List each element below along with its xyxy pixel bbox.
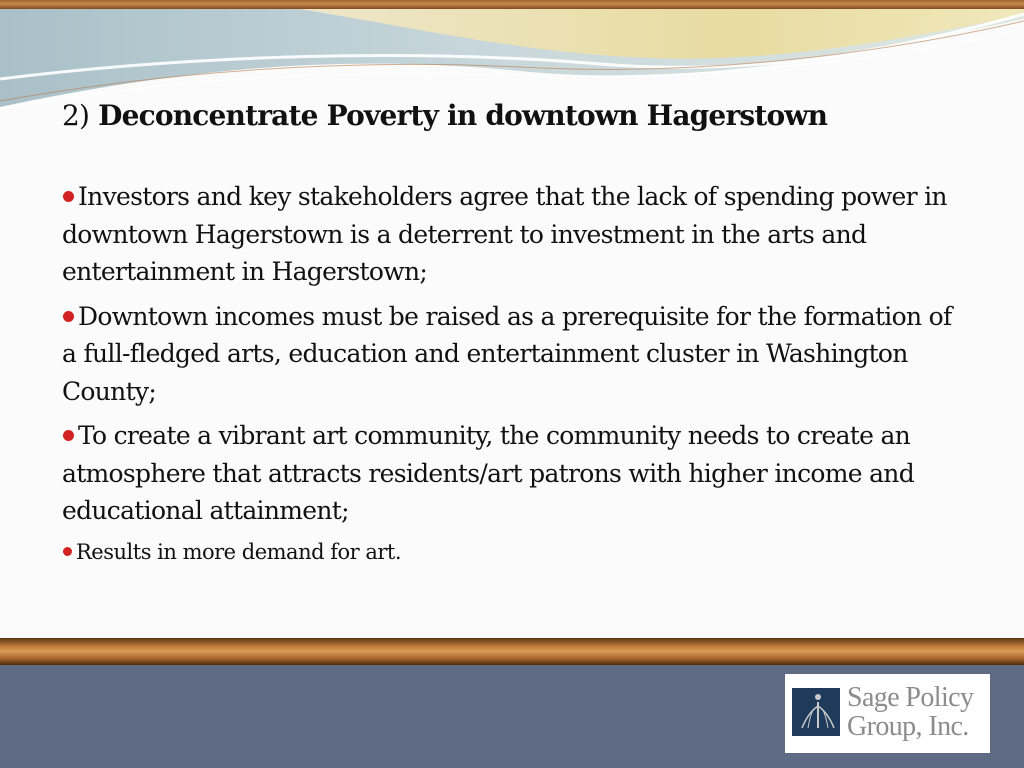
bullet-text: Investors and key stakeholders agree that the lack of spending power in downtown Hagerstown is a deterrent to investment in the arts and entertainment in Hagerstown; (62, 182, 947, 286)
logo-line-2: Group, Inc. (847, 711, 969, 742)
bullet-item (62, 417, 972, 530)
logo-mark-icon (792, 688, 840, 736)
bullet-list (62, 178, 972, 574)
bullet-dot-icon (63, 547, 72, 556)
title-number: 2) (62, 99, 90, 132)
bullet-text: Results in more demand for art. (76, 539, 402, 564)
bullet-item (62, 537, 972, 567)
sage-policy-logo (785, 674, 990, 753)
top-border (0, 0, 1024, 9)
logo-line-1: Sage Policy (847, 682, 974, 713)
bullet-text: Downtown incomes must be raised as a prerequisite for the formation of a full-fledged arts, education and entertainment cluster in Washington County; (62, 301, 952, 406)
bullet-dot-icon (63, 430, 74, 441)
bullet-item (62, 298, 972, 411)
bullet-item (62, 178, 972, 291)
bullet-dot-icon (63, 311, 74, 322)
bullet-dot-icon (63, 191, 74, 202)
bullet-text: To create a vibrant art community, the community needs to create an atmosphere that attracts residents/art patrons with higher income and educational attainment; (62, 421, 914, 525)
logo-text (847, 683, 973, 741)
slide-title (62, 99, 827, 132)
title-text: Deconcentrate Poverty in downtown Hagerstown (98, 99, 828, 132)
bottom-border (0, 638, 1024, 665)
